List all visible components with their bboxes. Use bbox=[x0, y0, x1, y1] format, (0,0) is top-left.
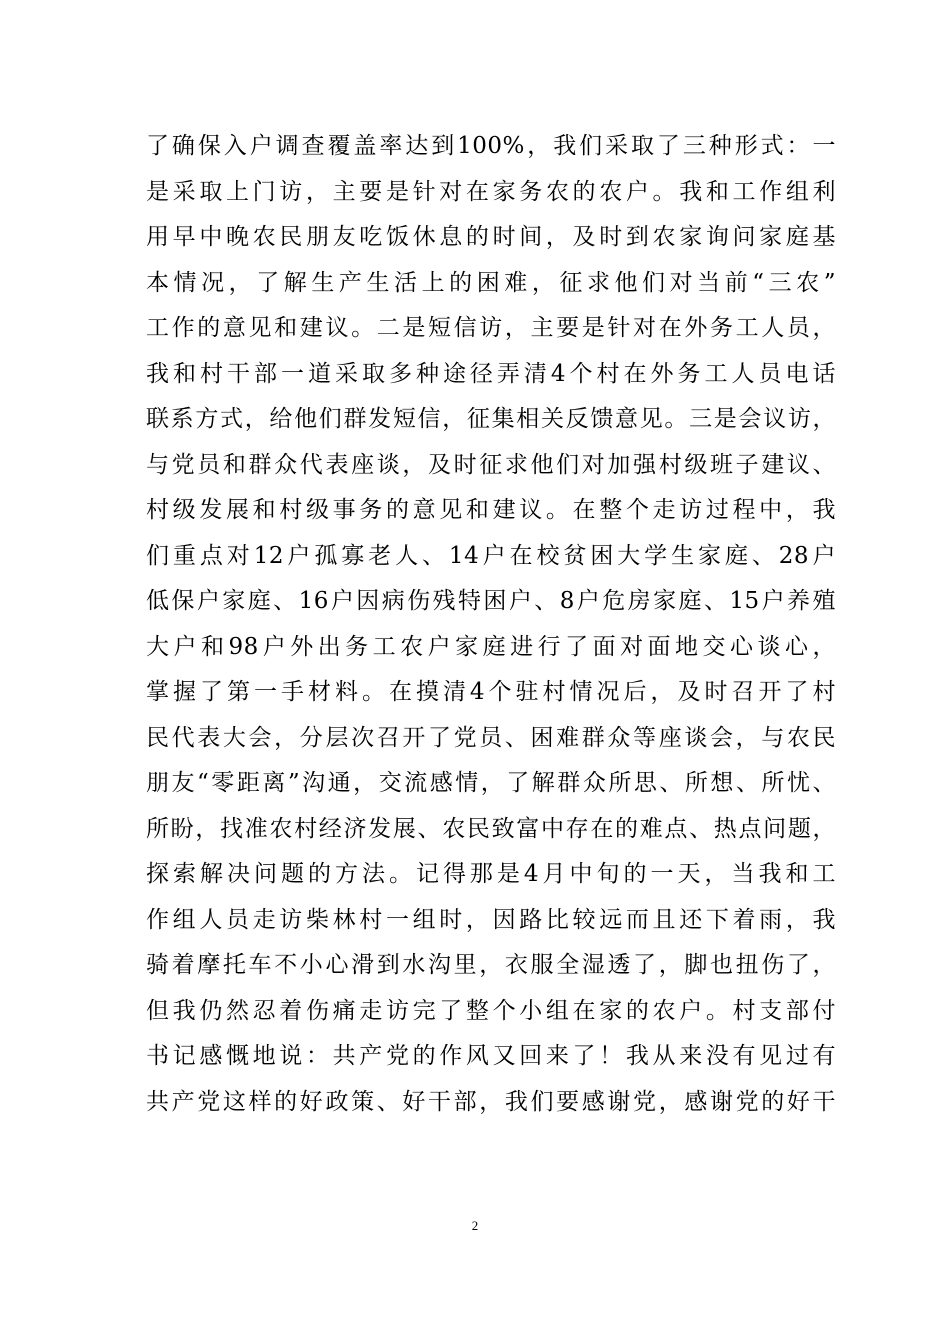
text-line: 民代表大会，分层次召开了党员、困难群众等座谈会，与农民 bbox=[146, 724, 836, 751]
text-line: 我和村干部一道采取多种途径弄清4个村在外务工人员电话 bbox=[146, 360, 836, 387]
text-line: 村级发展和村级事务的意见和建议。在整个走访过程中，我 bbox=[146, 497, 836, 523]
text-line: 掌握了第一手材料。在摸清4个驻村情况后，及时召开了村 bbox=[146, 679, 836, 705]
text-line: 骑着摩托车不小心滑到水沟里，衣服全湿透了，脚也扭伤了， bbox=[146, 952, 836, 978]
text-line: 共产党这样的好政策、好干部，我们要感谢党，感谢党的好干 bbox=[146, 1088, 836, 1115]
text-line: 所盼，找准农村经济发展、农民致富中存在的难点、热点问题， bbox=[146, 815, 836, 842]
text-line: 们重点对12户孤寡老人、14户在校贫困大学生家庭、28户 bbox=[146, 542, 836, 569]
text-line: 本情况，了解生产生活上的困难，征求他们对当前“三农” bbox=[146, 269, 836, 296]
text-line: 但我仍然忍着伤痛走访完了整个小组在家的农户。村支部付 bbox=[146, 997, 836, 1024]
text-line: 是采取上门访，主要是针对在家务农的农户。我和工作组利 bbox=[146, 178, 836, 205]
text-line: 书记感慨地说：共产党的作风又回来了！我从来没有见过有 bbox=[146, 1043, 836, 1069]
text-line: 联系方式，给他们群发短信，征集相关反馈意见。三是会议访， bbox=[146, 406, 836, 432]
text-line: 探索解决问题的方法。记得那是4月中旬的一天，当我和工 bbox=[146, 861, 836, 887]
text-line: 作组人员走访柴林村一组时，因路比较远而且还下着雨，我 bbox=[146, 906, 836, 933]
text-line: 了确保入户调查覆盖率达到100%，我们采取了三种形式：一 bbox=[146, 133, 836, 159]
text-line: 大户和98户外出务工农户家庭进行了面对面地交心谈心， bbox=[146, 633, 836, 660]
text-line: 与党员和群众代表座谈，及时征求他们对加强村级班子建议、 bbox=[146, 451, 836, 478]
page-number: 2 bbox=[471, 1218, 479, 1233]
text-line: 用早中晚农民朋友吃饭休息的时间，及时到农家询问家庭基 bbox=[146, 224, 836, 250]
text-line: 低保户家庭、16户因病伤残特困户、8户危房家庭、15户养殖 bbox=[146, 588, 836, 614]
text-line: 朋友“零距离”沟通，交流感情，了解群众所思、所想、所忧、 bbox=[146, 770, 836, 796]
text-line: 工作的意见和建议。二是短信访，主要是针对在外务工人员， bbox=[146, 315, 836, 341]
document-body bbox=[146, 124, 836, 1125]
